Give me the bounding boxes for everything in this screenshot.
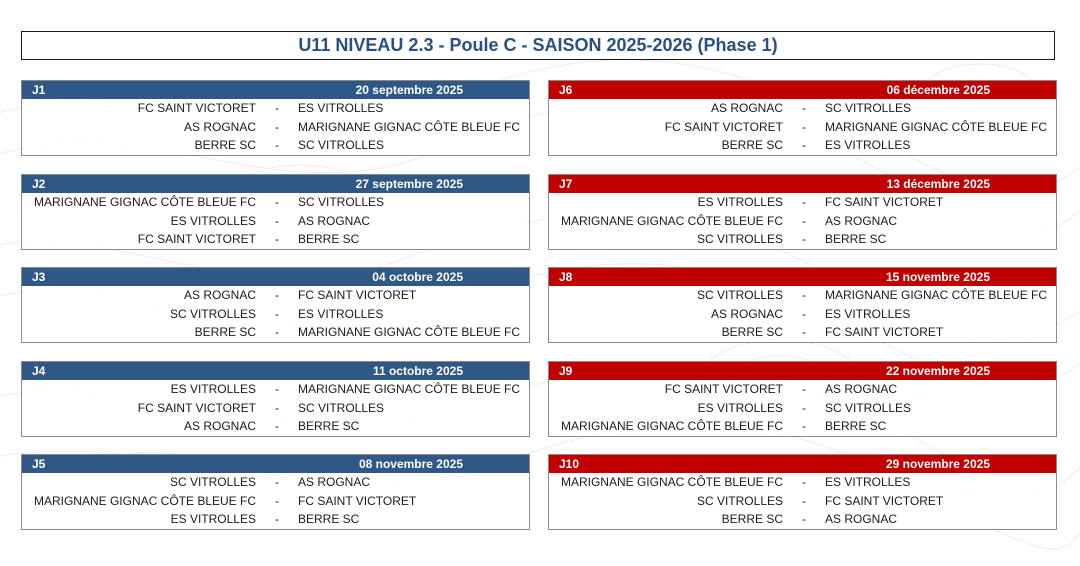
round-header	[549, 81, 1056, 99]
match-row	[549, 492, 1056, 511]
away-team: AS ROGNAC	[825, 382, 898, 397]
home-team: SC VITROLLES	[696, 232, 783, 247]
home-team: ES VITROLLES	[697, 195, 783, 210]
home-team: MARIGNANE GIGNAC CÔTE BLEUE FC	[33, 195, 256, 210]
round-day: J8	[559, 270, 573, 284]
away-team: SC VITROLLES	[298, 195, 385, 210]
away-team: MARIGNANE GIGNAC CÔTE BLEUE FC	[825, 119, 1048, 134]
page-title: U11 NIVEAU 2.3 - Poule C - SAISON 2025-2026 (Phase 1)	[21, 31, 1055, 60]
match-row	[22, 492, 529, 511]
round-block-j2	[21, 174, 530, 250]
away-team: ES VITROLLES	[825, 475, 911, 490]
home-team: SC VITROLLES	[169, 306, 256, 321]
home-team: BERRE SC	[721, 138, 783, 153]
away-team: BERRE SC	[298, 232, 360, 247]
round-date: 15 novembre 2025	[885, 270, 990, 284]
round-day: J1	[32, 83, 46, 97]
home-team: BERRE SC	[194, 325, 256, 340]
match-separator: -	[275, 400, 279, 415]
home-team: MARIGNANE GIGNAC CÔTE BLEUE FC	[560, 475, 783, 490]
away-team: ES VITROLLES	[298, 101, 384, 116]
round-day: J3	[32, 270, 46, 284]
home-team: MARIGNANE GIGNAC CÔTE BLEUE FC	[560, 213, 783, 228]
match-separator: -	[275, 138, 279, 153]
round-date: 04 octobre 2025	[372, 270, 463, 284]
round-header	[549, 175, 1056, 193]
away-team: BERRE SC	[298, 512, 360, 527]
home-team: BERRE SC	[721, 325, 783, 340]
match-row	[549, 230, 1056, 249]
away-team: BERRE SC	[298, 419, 360, 434]
match-separator: -	[802, 419, 806, 434]
round-block-j1	[21, 80, 530, 156]
away-team: FC SAINT VICTORET	[298, 288, 417, 303]
home-team: ES VITROLLES	[170, 382, 256, 397]
home-team: SC VITROLLES	[169, 475, 256, 490]
match-row	[549, 193, 1056, 212]
match-separator: -	[275, 512, 279, 527]
round-date: 08 novembre 2025	[358, 457, 463, 471]
match-row	[22, 212, 529, 231]
match-separator: -	[802, 232, 806, 247]
home-team: SC VITROLLES	[696, 288, 783, 303]
match-separator: -	[802, 288, 806, 303]
away-team: SC VITROLLES	[298, 138, 385, 153]
match-separator: -	[275, 119, 279, 134]
home-team: AS ROGNAC	[183, 119, 256, 134]
match-row	[22, 417, 529, 436]
match-separator: -	[802, 325, 806, 340]
match-separator: -	[275, 475, 279, 490]
match-separator: -	[802, 493, 806, 508]
away-team: AS ROGNAC	[825, 512, 898, 527]
away-team: ES VITROLLES	[825, 138, 911, 153]
home-team: ES VITROLLES	[697, 400, 783, 415]
round-block-j6	[548, 80, 1057, 156]
round-day: J4	[32, 364, 46, 378]
home-team: ES VITROLLES	[170, 213, 256, 228]
home-team: MARIGNANE GIGNAC CÔTE BLEUE FC	[560, 419, 783, 434]
round-block-j8	[548, 267, 1057, 343]
match-row	[549, 399, 1056, 418]
match-row	[549, 305, 1056, 324]
round-day: J7	[559, 177, 573, 191]
match-separator: -	[275, 101, 279, 116]
match-row	[22, 473, 529, 492]
match-row	[549, 286, 1056, 305]
match-separator: -	[802, 382, 806, 397]
match-separator: -	[275, 306, 279, 321]
round-date: 06 décembre 2025	[886, 83, 990, 97]
match-separator: -	[802, 512, 806, 527]
match-separator: -	[275, 382, 279, 397]
match-separator: -	[802, 475, 806, 490]
away-team: MARIGNANE GIGNAC CÔTE BLEUE FC	[298, 119, 521, 134]
away-team: AS ROGNAC	[298, 475, 371, 490]
match-separator: -	[802, 101, 806, 116]
away-team: SC VITROLLES	[825, 101, 912, 116]
match-separator: -	[802, 213, 806, 228]
round-day: J2	[32, 177, 46, 191]
round-header	[22, 175, 529, 193]
away-team: MARIGNANE GIGNAC CÔTE BLEUE FC	[298, 382, 521, 397]
round-header	[22, 455, 529, 473]
away-team: FC SAINT VICTORET	[825, 493, 944, 508]
round-day: J9	[559, 364, 573, 378]
away-team: SC VITROLLES	[825, 400, 912, 415]
home-team: FC SAINT VICTORET	[664, 119, 783, 134]
home-team: AS ROGNAC	[183, 419, 256, 434]
round-header	[549, 362, 1056, 380]
match-separator: -	[275, 288, 279, 303]
away-team: SC VITROLLES	[298, 400, 385, 415]
match-separator: -	[275, 419, 279, 434]
match-row	[22, 286, 529, 305]
away-team: ES VITROLLES	[825, 306, 911, 321]
round-header	[22, 81, 529, 99]
home-team: FC SAINT VICTORET	[137, 232, 256, 247]
home-team: FC SAINT VICTORET	[137, 400, 256, 415]
round-header	[549, 268, 1056, 286]
round-day: J6	[559, 83, 573, 97]
round-block-j10	[548, 454, 1057, 530]
round-block-j9	[548, 361, 1057, 437]
round-day: J10	[559, 457, 580, 471]
away-team: FC SAINT VICTORET	[825, 325, 944, 340]
round-date: 11 octobre 2025	[372, 364, 463, 378]
match-separator: -	[802, 195, 806, 210]
match-row	[549, 136, 1056, 155]
match-row	[22, 380, 529, 399]
round-header	[22, 268, 529, 286]
round-block-j3	[21, 267, 530, 343]
round-header	[22, 362, 529, 380]
home-team: BERRE SC	[721, 512, 783, 527]
match-row	[22, 136, 529, 155]
match-row	[549, 212, 1056, 231]
away-team: MARIGNANE GIGNAC CÔTE BLEUE FC	[298, 325, 521, 340]
round-date: 27 septembre 2025	[355, 177, 463, 191]
match-row	[22, 118, 529, 137]
match-separator: -	[802, 138, 806, 153]
match-separator: -	[275, 325, 279, 340]
match-row	[22, 305, 529, 324]
match-row	[22, 399, 529, 418]
match-row	[22, 323, 529, 342]
home-team: AS ROGNAC	[710, 306, 783, 321]
away-team: MARIGNANE GIGNAC CÔTE BLEUE FC	[825, 288, 1048, 303]
match-row	[22, 193, 529, 212]
away-team: AS ROGNAC	[825, 213, 898, 228]
match-row	[549, 99, 1056, 118]
match-separator: -	[275, 213, 279, 228]
away-team: FC SAINT VICTORET	[298, 493, 417, 508]
home-team: FC SAINT VICTORET	[137, 101, 256, 116]
match-row	[22, 99, 529, 118]
away-team: ES VITROLLES	[298, 306, 384, 321]
round-date: 22 novembre 2025	[885, 364, 990, 378]
round-block-j5	[21, 454, 530, 530]
match-separator: -	[802, 119, 806, 134]
match-row	[549, 323, 1056, 342]
home-team: SC VITROLLES	[696, 493, 783, 508]
match-separator: -	[802, 306, 806, 321]
match-row	[549, 473, 1056, 492]
home-team: AS ROGNAC	[183, 288, 256, 303]
match-row	[549, 118, 1056, 137]
match-row	[549, 510, 1056, 529]
round-date: 13 décembre 2025	[886, 177, 990, 191]
round-block-j4	[21, 361, 530, 437]
round-date: 20 septembre 2025	[355, 83, 463, 97]
round-date: 29 novembre 2025	[885, 457, 990, 471]
away-team: AS ROGNAC	[298, 213, 371, 228]
home-team: MARIGNANE GIGNAC CÔTE BLEUE FC	[33, 493, 256, 508]
match-row	[549, 380, 1056, 399]
home-team: FC SAINT VICTORET	[664, 382, 783, 397]
match-row	[22, 230, 529, 249]
away-team: FC SAINT VICTORET	[825, 195, 944, 210]
home-team: ES VITROLLES	[170, 512, 256, 527]
match-separator: -	[275, 493, 279, 508]
away-team: BERRE SC	[825, 232, 887, 247]
home-team: BERRE SC	[194, 138, 256, 153]
round-day: J5	[32, 457, 46, 471]
match-separator: -	[275, 232, 279, 247]
match-row	[549, 417, 1056, 436]
match-separator: -	[275, 195, 279, 210]
match-separator: -	[802, 400, 806, 415]
away-team: BERRE SC	[825, 419, 887, 434]
round-block-j7	[548, 174, 1057, 250]
round-header	[549, 455, 1056, 473]
home-team: AS ROGNAC	[710, 101, 783, 116]
match-row	[22, 510, 529, 529]
